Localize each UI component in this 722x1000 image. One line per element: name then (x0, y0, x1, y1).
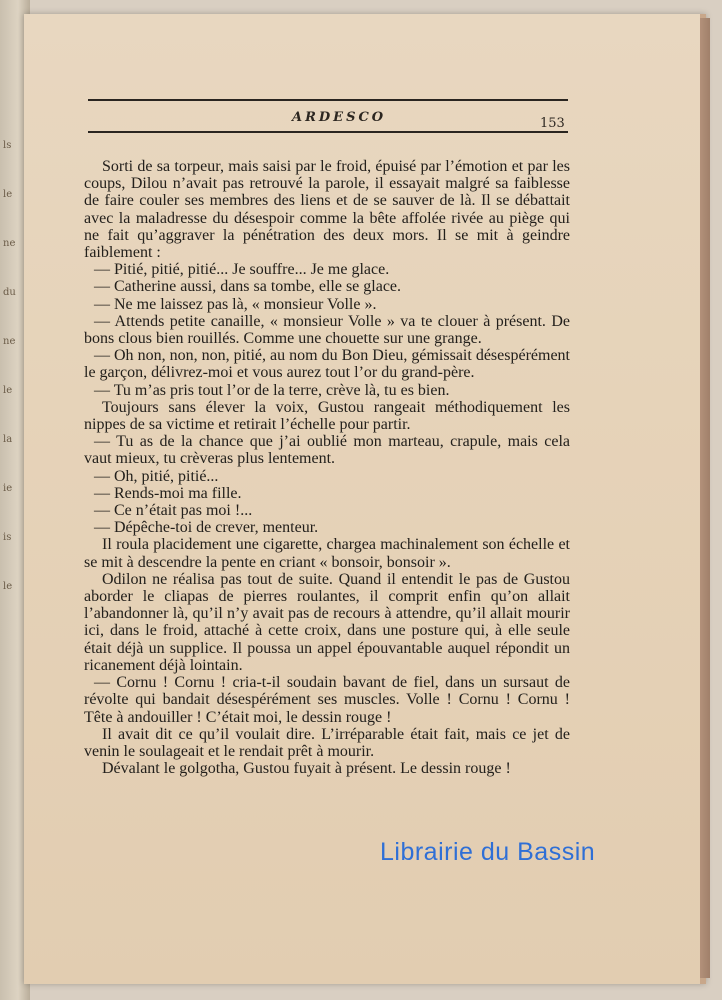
fragment: ne (3, 238, 16, 249)
header-rule-top (88, 99, 568, 101)
dialog-line: — Rends-moi ma fille. (94, 484, 242, 502)
dialog-line: — Pitié, pitié, pitié... Je souffre... Je me glace. (94, 261, 390, 279)
dialog-line: — Oh non, non, non, pitié, au nom du Bon Dieu, gémissait désespérément le garçon, délivrez-moi et vous aurez tout l’or du grand-père. (84, 347, 570, 382)
previous-page-fragments (0, 140, 24, 630)
fragment: du (3, 287, 16, 298)
dialog-line: — Dépêche-toi de crever, menteur. (94, 519, 319, 537)
running-title: ARDESCO (292, 110, 387, 125)
dialog-line: — Tu as de la chance que j’ai oublié mon marteau, crapule, mais cela vaut mieux, tu crèveras plus lentement. (84, 433, 570, 468)
paragraph: Odilon ne réalisa pas tout de suite. Quand il entendit le pas de Gustou aborder le cliapas de pierres roulantes, il comprit enfin qu’on allait l’abandonner là, qu’il n’y avait pas de recours à attendre, qu’il allait mourir ici, dans le froid, attaché à cette croix, dans une posture qui, à elle seule était déjà un supplice. Il poussa un appel épouvantable auquel répondit un ricanement déjà lointain. (84, 570, 570, 674)
dialog-line: — Attends petite canaille, « monsieur Volle » va te clouer à présent. De bons clous bien rouillés. Comme une chouette sur une grange. (84, 312, 570, 348)
fragment: ne (3, 336, 16, 347)
fragment: le (3, 581, 13, 592)
page-number: 153 (540, 116, 565, 131)
paragraph: Sorti de sa torpeur, mais saisi par le froid, épuisé par l’émotion et par les coups, Dilou n’avait pas retrouvé la parole, il essayait malgré sa faiblesse de faire couler ses membres des liens et de se sauver de là. Il se débattait avec la maladresse du désespoir comme la bête affolée rivée au piège qui ne fait qu’aggraver la pénétration des deux mors. Il se mit à geindre faiblement : (84, 158, 570, 262)
paragraph: Dévalant le golgotha, Gustou fuyait à présent. Le dessin rouge ! (102, 760, 511, 778)
seller-watermark: Librairie du Bassin (380, 838, 596, 866)
fragment: ie (3, 483, 13, 494)
dialog-line: — Tu m’as pris tout l’or de la terre, crève là, tu es bien. (94, 381, 450, 399)
header-rule-bottom (88, 131, 568, 133)
fragment: la (3, 434, 13, 445)
dialog-line: — Ne me laissez pas là, « monsieur Volle ». (94, 295, 377, 313)
paragraph: Toujours sans élever la voix, Gustou rangeait méthodiquement les nippes de sa victime et retirait l’échelle pour partir. (84, 398, 570, 434)
paragraph: Il avait dit ce qu’il voulait dire. L’irréparable était fait, mais ce jet de venin le soulageait et le rendait prêt à mourir. (84, 725, 570, 760)
paragraph: Il roula placidement une cigarette, chargea machinalement son échelle et se mit à descendre la pente en criant « bonsoir, bonsoir ». (84, 536, 570, 571)
dialog-line: — Oh, pitié, pitié... (94, 467, 219, 485)
page-edge-shadow (700, 18, 710, 978)
fragment: ls (3, 140, 12, 151)
body-text (84, 158, 570, 777)
fragment: is (3, 532, 12, 543)
fragment: le (3, 189, 13, 200)
dialog-line: — Catherine aussi, dans sa tombe, elle se glace. (94, 278, 402, 296)
dialog-line: — Ce n’était pas moi !... (94, 502, 253, 520)
fragment: le (3, 385, 13, 396)
dialog-line: — Cornu ! Cornu ! cria-t-il soudain bavant de fiel, dans un sursaut de révolte qui bandait désespérément ses muscles. Volle ! Cornu ! Cornu ! Tête à andouiller ! C’était moi, le dessin rouge ! (84, 674, 570, 726)
